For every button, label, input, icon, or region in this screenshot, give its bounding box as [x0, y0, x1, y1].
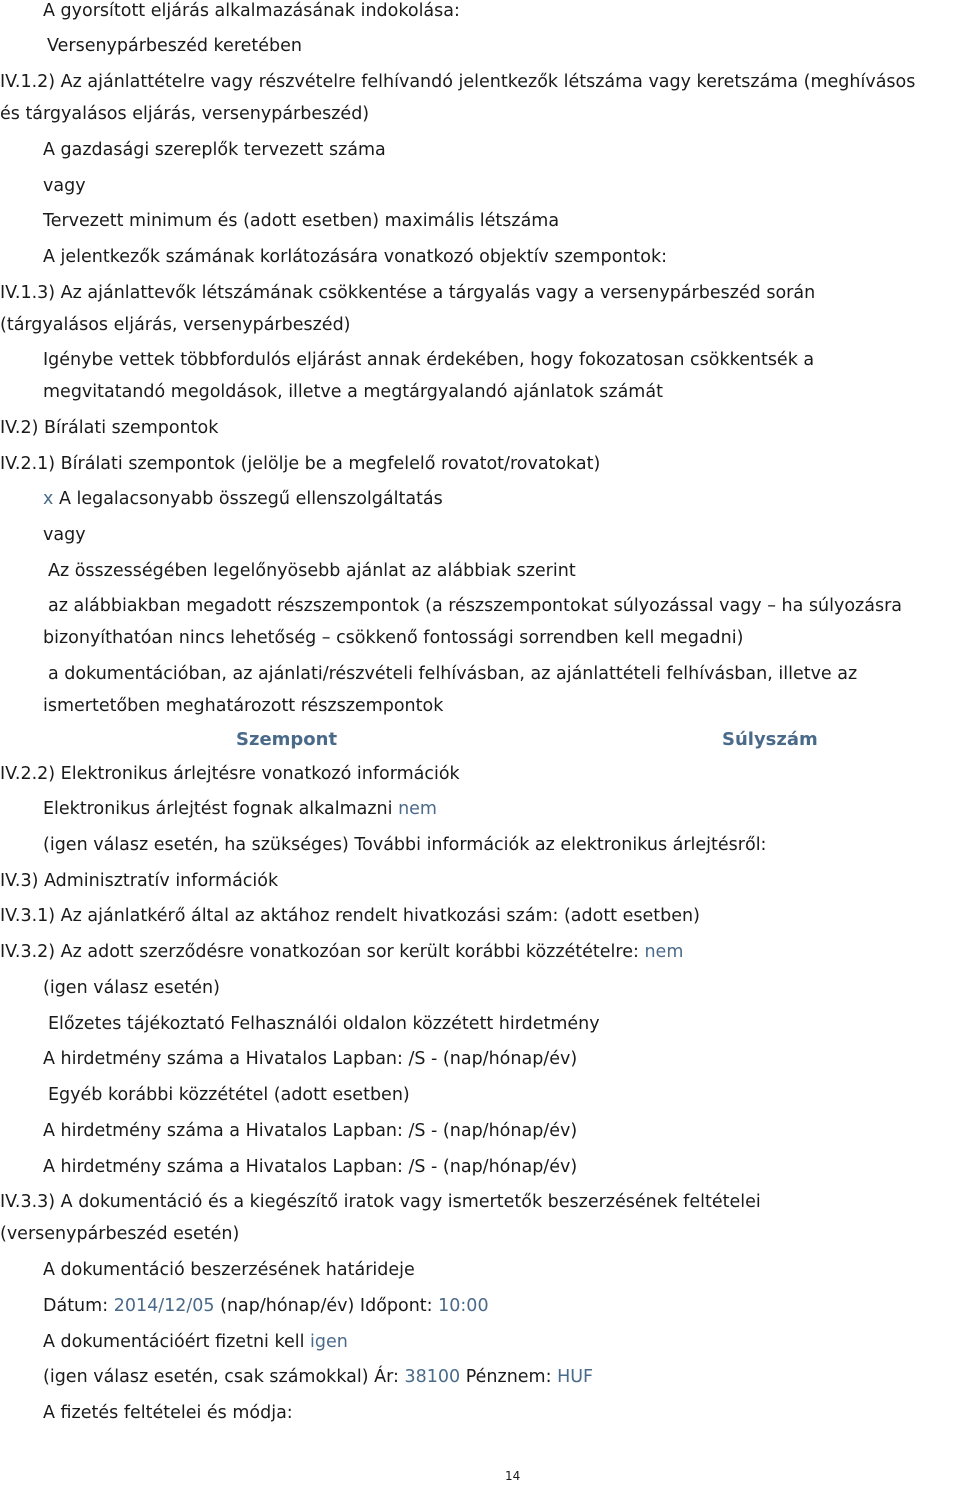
text-line [43, 1366, 593, 1388]
field-label: (igen válasz esetén, csak számokkal) Ár: [43, 1367, 399, 1387]
section-heading: IV.1.2) Az ajánlattételre vagy részvételre felhívandó jelentkezők létszáma vagy keretszáma (meghívásos [0, 72, 916, 92]
text-line: A hirdetmény száma a Hivatalos Lapban: /S - (nap/hónap/év) [43, 1121, 578, 1141]
time-value: 10:00 [438, 1296, 489, 1316]
section-heading: IV.3) Adminisztratív információk [0, 871, 279, 891]
text-line: A fizetés feltételei és módja: [43, 1403, 293, 1423]
text-line: a dokumentációban, az ajánlati/részvételi felhívásban, az ajánlattételi felhívásban, illetve az [48, 664, 858, 684]
text-line: A hirdetmény száma a Hivatalos Lapban: /S - (nap/hónap/év) [43, 1157, 578, 1177]
section-heading: IV.1.3) Az ajánlattevők létszámának csökkentése a tárgyalás vagy a versenypárbeszéd során [0, 283, 816, 303]
price-value: 38100 [404, 1367, 461, 1387]
page-number: 14 [505, 1469, 521, 1483]
text-line: ismertetőben meghatározott részszempontok [43, 696, 444, 716]
field-label: Pénznem: [465, 1367, 552, 1387]
text-line: és tárgyalásos eljárás, versenypárbeszéd) [0, 104, 370, 124]
section-heading: IV.3.3) A dokumentáció és a kiegészítő iratok vagy ismertetők beszerzésének feltételei [0, 1192, 761, 1212]
section-heading: IV.2.2) Elektronikus árlejtésre vonatkozó információk [0, 764, 460, 784]
column-header-sulyszam: Súlyszám [722, 729, 818, 750]
text-line: bizonyíthatóan nincs lehetőség – csökkenő fontossági sorrendben kell megadni) [43, 628, 744, 648]
text-line: Előzetes tájékoztató Felhasználói oldalon közzétett hirdetmény [48, 1014, 600, 1034]
text-line: A gyorsított eljárás alkalmazásának indokolása: [43, 1, 460, 21]
field-value: igen [310, 1332, 348, 1352]
text-line: A hirdetmény száma a Hivatalos Lapban: /S - (nap/hónap/év) [43, 1049, 578, 1069]
text-line: (tárgyalásos eljárás, versenypárbeszéd) [0, 315, 351, 335]
field-label: Dátum: [43, 1296, 109, 1316]
text-line: Tervezett minimum és (adott esetben) maximális létszáma [43, 211, 560, 231]
field-label: Elektronikus árlejtést fognak alkalmazni [43, 799, 393, 819]
text-line: A gazdasági szereplők tervezett száma [43, 140, 386, 160]
text-line: (igen válasz esetén, ha szükséges) További információk az elektronikus árlejtésről: [43, 835, 767, 855]
text-line: A dokumentáció beszerzésének határideje [43, 1260, 415, 1280]
text-line: Egyéb korábbi közzététel (adott esetben) [48, 1085, 410, 1105]
text-line: Az összességében legelőnyösebb ajánlat az alábbiak szerint [48, 561, 576, 581]
text-line: az alábbiakban megadott részszempontok (a részszempontokat súlyozással vagy – ha súlyozásra [48, 596, 902, 616]
field-value: nem [398, 799, 437, 819]
text-line [43, 1295, 489, 1317]
column-header-szempont: Szempont [236, 729, 338, 750]
text-line: A jelentkezők számának korlátozására vonatkozó objektív szempontok: [43, 247, 667, 267]
text-line: (igen válasz esetén) [43, 978, 220, 998]
text-line [43, 1331, 348, 1353]
section-heading: IV.2) Bírálati szempontok [0, 418, 219, 438]
checked-mark: x [43, 489, 54, 509]
text-line [43, 798, 437, 820]
section-heading [0, 941, 683, 963]
text-line: Igénybe vettek többfordulós eljárást annak érdekében, hogy fokozatosan csökkentsék a [43, 350, 815, 370]
text-line: Versenypárbeszéd keretében [47, 36, 302, 56]
text-line [43, 488, 443, 510]
field-label: A dokumentációért fizetni kell [43, 1332, 305, 1352]
text-line: vagy [43, 525, 86, 545]
field-label: (nap/hónap/év) Időpont: [220, 1296, 433, 1316]
text-line: (versenypárbeszéd esetén) [0, 1224, 240, 1244]
field-value: nem [644, 942, 684, 962]
text-line: megvitatandó megoldások, illetve a megtárgyalandó ajánlatok számát [43, 382, 663, 402]
field-label: IV.3.2) Az adott szerződésre vonatkozóan sor került korábbi közzétételre: [0, 942, 639, 962]
section-heading: IV.2.1) Bírálati szempontok (jelölje be a megfelelő rovatot/rovatokat) [0, 454, 601, 474]
date-value: 2014/12/05 [113, 1296, 215, 1316]
text-line: vagy [43, 176, 86, 196]
currency-value: HUF [557, 1367, 594, 1387]
option-label: A legalacsonyabb összegű ellenszolgáltatás [58, 489, 443, 509]
section-heading: IV.3.1) Az ajánlatkérő által az aktához rendelt hivatkozási szám: (adott esetben) [0, 906, 700, 926]
